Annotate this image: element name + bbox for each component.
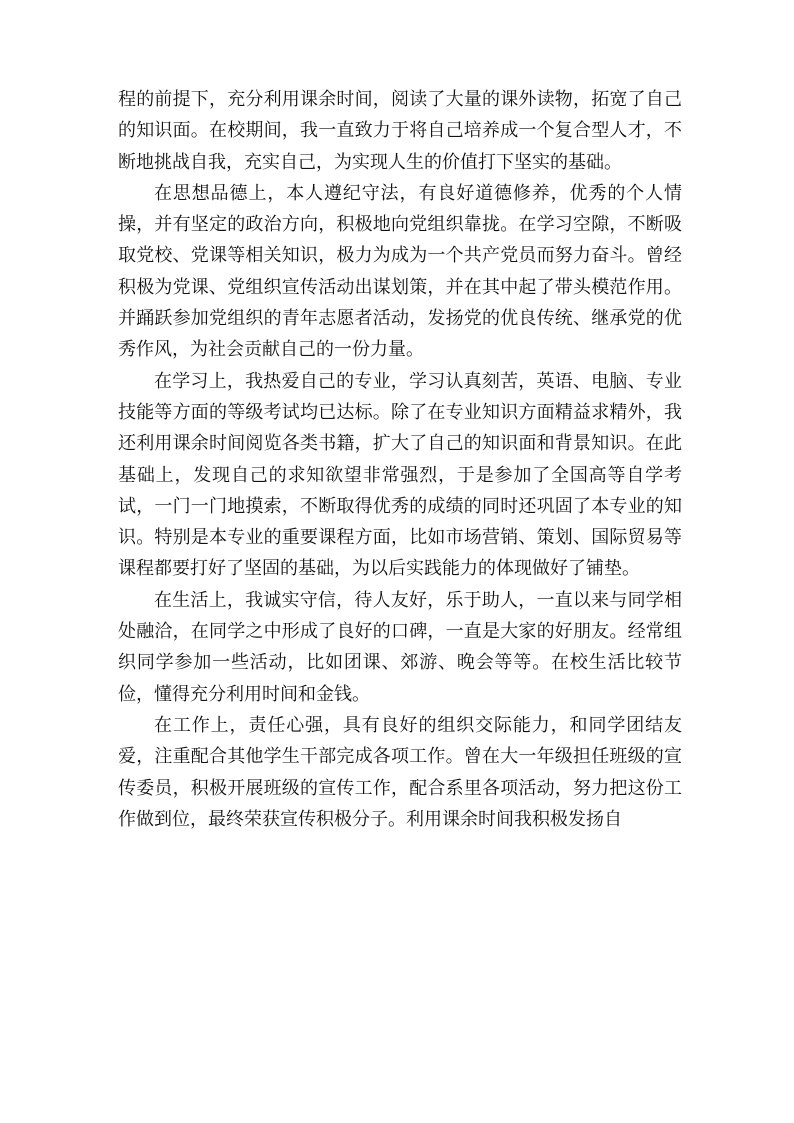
paragraph-study: 在学习上，我热爱自己的专业，学习认真刻苦，英语、电脑、专业技能等方面的等级考试均已达标。除了在专业知识方面精益求精外，我还利用课余时间阅览各类书籍，扩大了自己的知识面和背景知识。在此基础上，发现自己的求知欲望非常强烈，于是参加了全国高等自学考试，一门一门地摸索，不断取得优秀的成绩的同时还巩固了本专业的知识。特别是本专业的重要课程方面，比如市场营销、策划、国际贸易等课程都要打好了坚固的基础，为以后实践能力的体现做好了铺垫。 [118,370,682,580]
paragraph-intro-continuation: 程的前提下，充分利用课余时间，阅读了大量的课外读物，拓宽了自己的知识面。在校期间，我一直致力于将自己培养成一个复合型人才，不断地挑战自我，充实自己，为实现人生的价值打下坚实的基础。 [118,89,682,173]
paragraph-life: 在生活上，我诚实守信，待人友好，乐于助人，一直以来与同学相处融洽，在同学之中形成了良好的口碑，一直是大家的好朋友。经常组织同学参加一些活动，比如团课、郊游、晚会等等。在校生活比较节俭，懂得充分利用时间和金钱。 [118,589,682,705]
paragraph-work: 在工作上，责任心强，具有良好的组织交际能力，和同学团结友爱，注重配合其他学生干部完成各项工作。曾在大一年级担任班级的宣传委员，积极开展班级的宣传工作，配合系里各项活动，努力把这份工作做到位，最终荣获宣传积极分子。利用课余时间我积极发扬自 [118,714,682,830]
document-page [118,84,682,835]
paragraph-ideology-morality: 在思想品德上，本人遵纪守法，有良好道德修养，优秀的个人情操，并有坚定的政治方向，积极地向党组织靠拢。在学习空隙，不断吸取党校、党课等相关知识，极力为成为一个共产党员而努力奋斗。曾经积极为党课、党组织宣传活动出谋划策，并在其中起了带头模范作用。并踊跃参加党组织的青年志愿者活动，发扬党的优良传统、继承党的优秀作风，为社会贡献自己的一份力量。 [118,182,682,361]
